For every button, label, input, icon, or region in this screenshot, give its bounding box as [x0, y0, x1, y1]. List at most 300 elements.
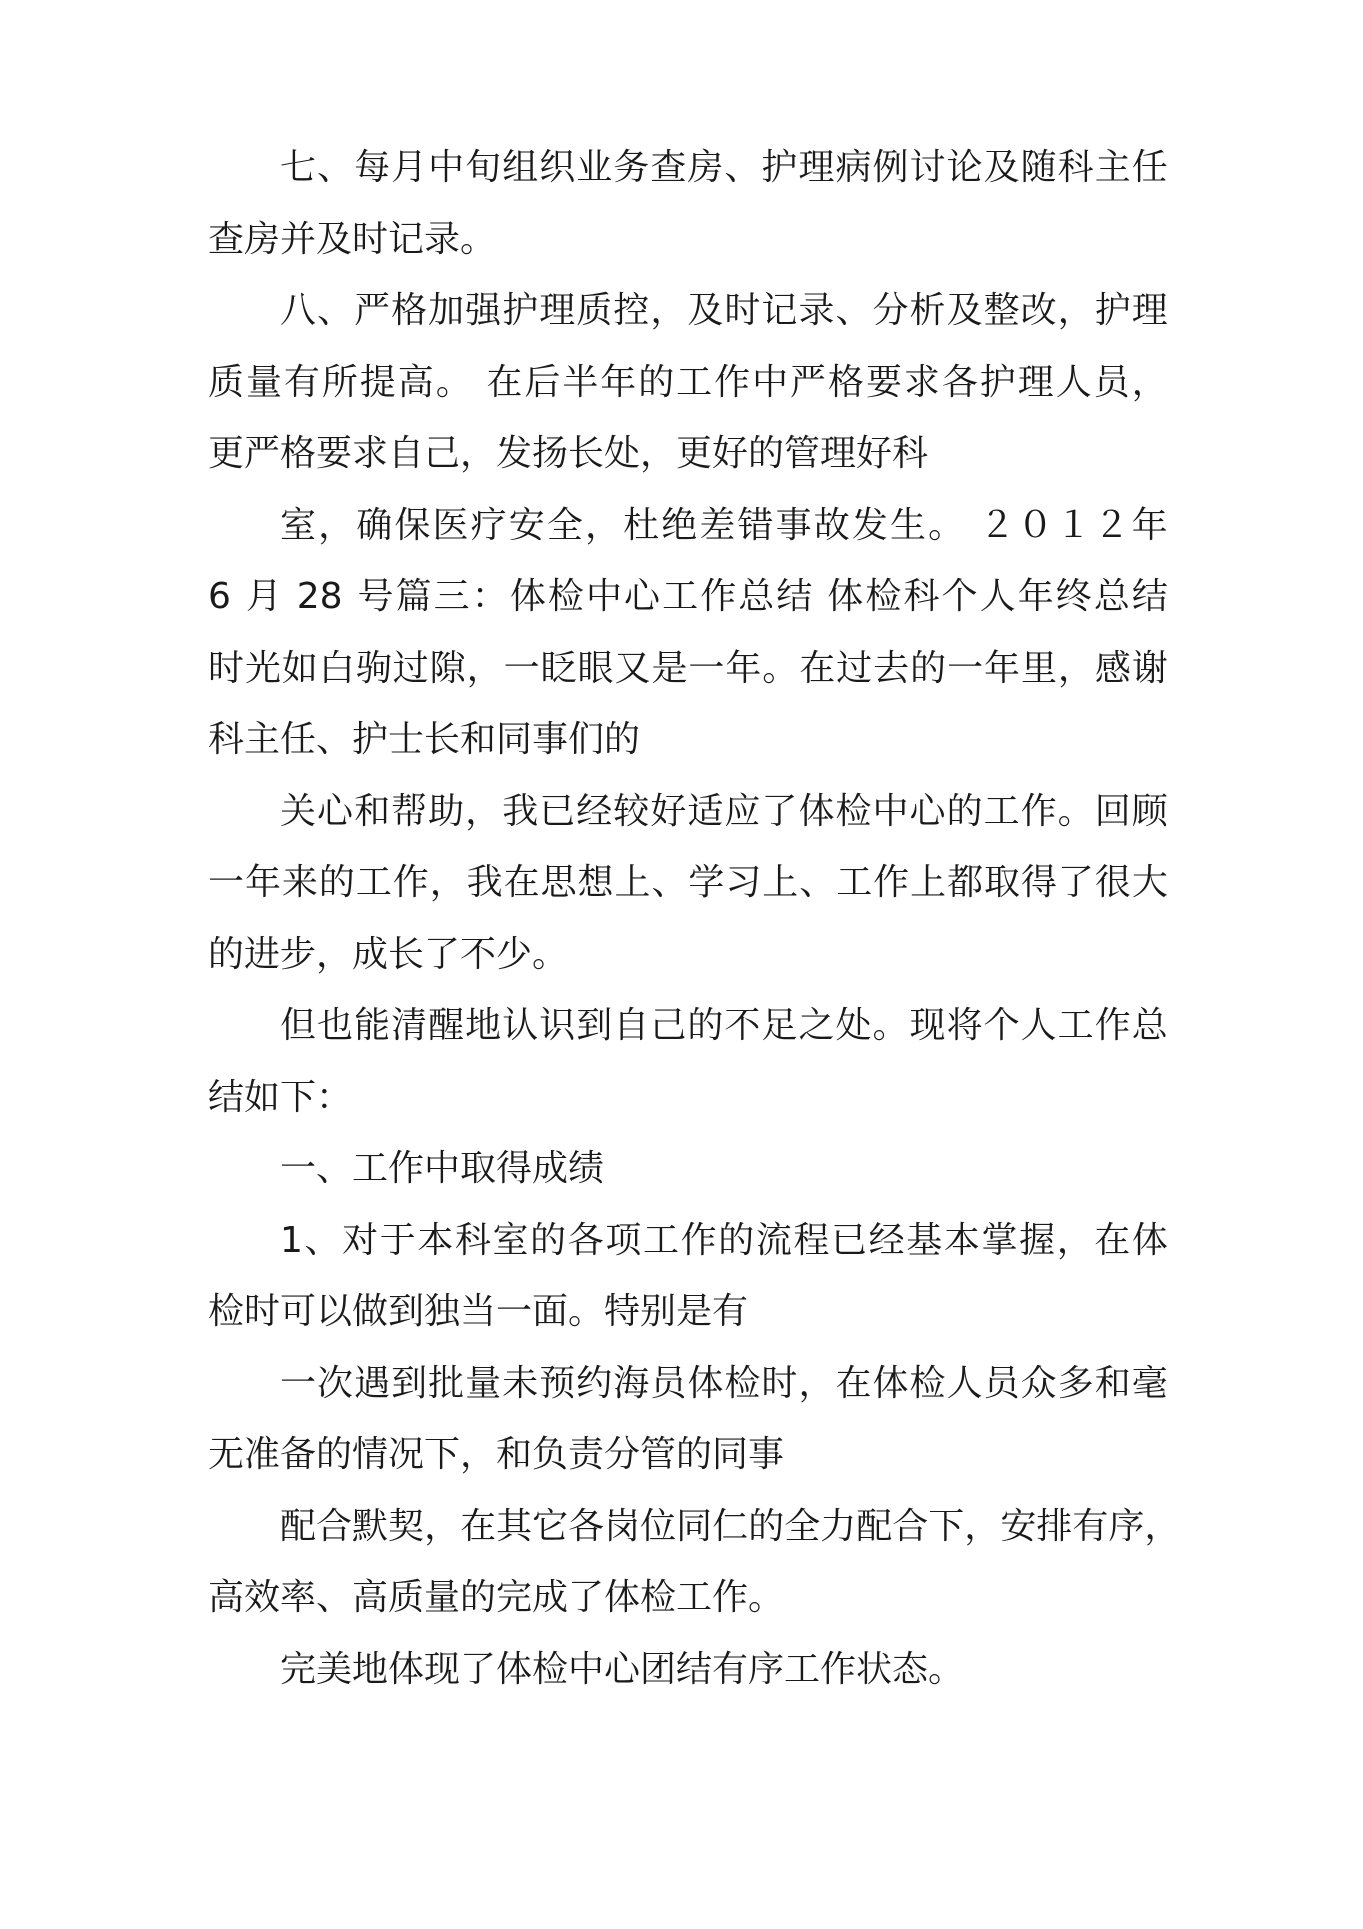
- text-glyph: 房: [687, 147, 724, 188]
- text-glyph: 量: [245, 361, 282, 403]
- text-line: [208, 633, 1168, 705]
- text-glyph: 也: [317, 1005, 354, 1046]
- text-glyph: 上: [614, 862, 651, 903]
- text-glyph: 年: [244, 862, 281, 903]
- text-glyph: 关: [280, 790, 317, 832]
- text-glyph: 足: [761, 1005, 798, 1046]
- text-glyph: 析: [909, 290, 946, 331]
- paragraph: [208, 990, 1168, 1133]
- text-glyph: 学: [688, 862, 725, 903]
- text-glyph: 改: [1020, 290, 1057, 331]
- text-space: [966, 490, 977, 562]
- text-glyph: 序: [1108, 1505, 1145, 1547]
- text-glyph: 作: [873, 862, 910, 903]
- text-glyph: 在: [799, 647, 836, 689]
- text-glyph: 后: [524, 361, 561, 403]
- text-glyph: 下: [928, 1505, 965, 1547]
- text-glyph: 到: [576, 1005, 613, 1046]
- text-glyph: 工: [836, 862, 873, 903]
- text-glyph: 大: [1131, 862, 1168, 903]
- text-glyph: ２: [1093, 504, 1130, 546]
- text-glyph: 之: [798, 1005, 835, 1046]
- text-glyph: 对: [342, 1219, 379, 1261]
- text-glyph: 月: [245, 576, 282, 617]
- text-glyph: 了: [1057, 862, 1094, 903]
- text-glyph: 的: [687, 1005, 724, 1046]
- text-glyph: 契: [388, 1505, 425, 1547]
- text-glyph: 在: [486, 361, 523, 403]
- text-glyph: 理: [539, 290, 576, 331]
- text-glyph: 经: [576, 790, 613, 832]
- text-glyph: 号: [357, 576, 394, 617]
- text-glyph: 。: [435, 361, 472, 403]
- text-glyph: 去: [873, 647, 910, 689]
- text-glyph: 随: [1020, 147, 1057, 188]
- text-glyph: 加: [428, 290, 465, 331]
- text-glyph: 我: [466, 862, 503, 903]
- text-glyph: 合: [316, 1505, 353, 1547]
- text-glyph: 半: [562, 361, 599, 403]
- text-glyph: 安: [508, 504, 545, 546]
- text-line: 结如下：: [208, 1076, 353, 1118]
- text-space: [345, 561, 356, 633]
- text-glyph: 的: [748, 1505, 785, 1547]
- text-glyph: 来: [281, 862, 318, 903]
- text-glyph: 地: [465, 1005, 502, 1046]
- text-glyph: 于: [379, 1219, 416, 1261]
- text-glyph: 全: [784, 1505, 821, 1547]
- text-glyph: ，: [1131, 361, 1168, 403]
- text-glyph: 认: [502, 1005, 539, 1046]
- document-body: [208, 132, 1181, 1705]
- text-glyph: 已: [539, 790, 576, 832]
- text-space: [814, 561, 825, 633]
- text-glyph: 隙: [429, 647, 466, 689]
- text-line: [208, 1491, 1181, 1563]
- text-glyph: 组: [502, 147, 539, 188]
- text-glyph: 、: [724, 147, 761, 188]
- text-glyph: 录: [798, 290, 835, 331]
- text-glyph: 取: [984, 862, 1021, 903]
- text-glyph: 帮: [391, 790, 428, 832]
- text-glyph: 很: [1094, 862, 1131, 903]
- text-line: [208, 275, 1168, 347]
- text-glyph: 各: [567, 1219, 604, 1261]
- paragraph: [208, 776, 1168, 991]
- text-glyph: 及: [687, 290, 724, 331]
- text-glyph: 助: [428, 790, 465, 832]
- text-glyph: 思: [540, 862, 577, 903]
- text-glyph: 在: [503, 862, 540, 903]
- text-glyph: 格: [391, 290, 428, 331]
- text-glyph: 全: [546, 504, 583, 546]
- text-glyph: 中: [428, 147, 465, 188]
- text-glyph: 经: [868, 1219, 905, 1261]
- text-glyph: 是: [651, 647, 688, 689]
- text-glyph: 室: [280, 504, 317, 546]
- text-line: 的进步，成长了不少。: [208, 933, 569, 975]
- text-glyph: 事: [775, 504, 812, 546]
- text-glyph: 。: [1057, 790, 1094, 832]
- text-glyph: 过: [392, 647, 429, 689]
- text-glyph: 了: [761, 790, 798, 832]
- text-glyph: 严: [790, 361, 827, 403]
- text-glyph: 6: [208, 576, 231, 617]
- text-line: [208, 347, 1168, 419]
- text-glyph: 理: [798, 147, 835, 188]
- text-glyph: 绝: [661, 504, 698, 546]
- text-glyph: 检: [835, 790, 872, 832]
- text-glyph: 、: [651, 862, 688, 903]
- text-glyph: 配: [856, 1505, 893, 1547]
- text-glyph: 各: [568, 1505, 605, 1547]
- text-glyph: 、: [304, 1219, 341, 1261]
- text-glyph: 现: [909, 1005, 946, 1046]
- text-glyph: 科: [1057, 147, 1094, 188]
- text-glyph: ，: [1057, 290, 1094, 331]
- text-line: 高效率、高质量的完成了体检工作。: [208, 1577, 785, 1618]
- text-glyph: 业: [576, 147, 613, 188]
- text-glyph: 体: [1131, 1219, 1168, 1261]
- text-glyph: 旬: [465, 147, 502, 188]
- text-glyph: 要: [865, 361, 902, 403]
- text-space: [233, 561, 244, 633]
- text-glyph: 醒: [428, 1005, 465, 1046]
- text-glyph: 过: [836, 647, 873, 689]
- text-glyph: 岗: [604, 1505, 641, 1547]
- text-glyph: 篇: [395, 576, 432, 617]
- text-glyph: 病: [835, 147, 872, 188]
- text-glyph: 在: [1094, 1219, 1131, 1261]
- text-glyph: 已: [831, 1219, 868, 1261]
- text-glyph: 位: [640, 1505, 677, 1547]
- text-glyph: 护: [502, 290, 539, 331]
- text-glyph: 自: [613, 1005, 650, 1046]
- text-glyph: 年: [600, 361, 637, 403]
- text-glyph: 人: [946, 1362, 983, 1404]
- text-line: [208, 132, 1168, 204]
- text-glyph: 室: [492, 1219, 529, 1261]
- text-glyph: 强: [465, 290, 502, 331]
- text-glyph: 都: [947, 862, 984, 903]
- text-glyph: 其: [496, 1505, 533, 1547]
- text-glyph: 好: [650, 790, 687, 832]
- text-glyph: 本: [943, 1219, 980, 1261]
- text-glyph: 工: [1057, 1005, 1094, 1046]
- text-glyph: 得: [1020, 862, 1057, 903]
- text-glyph: 的: [946, 790, 983, 832]
- text-glyph: 未: [502, 1362, 539, 1404]
- text-line: 一、工作中取得成绩: [280, 1148, 605, 1189]
- text-glyph: 28: [296, 576, 343, 617]
- text-glyph: 、: [317, 290, 354, 331]
- text-glyph: 流: [755, 1219, 792, 1261]
- text-glyph: 海: [613, 1362, 650, 1404]
- text-glyph: 不: [724, 1005, 761, 1046]
- paragraph: [208, 132, 1168, 275]
- text-glyph: 上: [910, 862, 947, 903]
- text-glyph: 中: [872, 790, 909, 832]
- text-glyph: 所: [321, 361, 358, 403]
- text-glyph: 结: [776, 576, 813, 617]
- text-line: 查房并及时记录。: [208, 218, 497, 260]
- text-line: 科主任、护士长和同事们的: [208, 719, 641, 760]
- text-glyph: 遇: [354, 1362, 391, 1404]
- text-glyph: 年: [1017, 576, 1054, 617]
- text-glyph: 发: [851, 504, 888, 546]
- text-glyph: 应: [724, 790, 761, 832]
- text-glyph: 项: [605, 1219, 642, 1261]
- text-glyph: 务: [613, 147, 650, 188]
- text-glyph: 心: [624, 576, 661, 617]
- text-glyph: 一: [947, 647, 984, 689]
- text-line: [208, 561, 1168, 633]
- text-glyph: 体: [687, 1362, 724, 1404]
- text-glyph: 总: [1131, 1005, 1168, 1046]
- text-glyph: 又: [614, 647, 651, 689]
- text-glyph: 体: [798, 790, 835, 832]
- text-glyph: 作: [714, 361, 751, 403]
- text-glyph: 时: [208, 647, 245, 689]
- text-glyph: 作: [1094, 1005, 1131, 1046]
- text-glyph: 员: [983, 1362, 1020, 1404]
- text-glyph: １: [1055, 504, 1092, 546]
- text-glyph: 年: [725, 647, 762, 689]
- text-glyph: 握: [1019, 1219, 1056, 1261]
- text-glyph: 讨: [909, 147, 946, 188]
- text-glyph: 毫: [1131, 1362, 1168, 1404]
- text-glyph: 上: [762, 862, 799, 903]
- text-glyph: 同: [676, 1505, 713, 1547]
- text-glyph: 员: [1093, 361, 1130, 403]
- text-glyph: 理: [1017, 361, 1054, 403]
- paragraph: [208, 1205, 1168, 1348]
- text-glyph: 的: [638, 361, 675, 403]
- text-glyph: 一: [208, 862, 245, 903]
- text-glyph: 质: [208, 361, 245, 403]
- text-glyph: 时: [761, 1362, 798, 1404]
- text-glyph: 谢: [1131, 647, 1168, 689]
- text-glyph: 终: [1055, 576, 1092, 617]
- text-glyph: 及: [946, 290, 983, 331]
- text-glyph: 总: [738, 576, 775, 617]
- text-glyph: 个: [983, 1005, 1020, 1046]
- text-glyph: 、: [317, 147, 354, 188]
- text-glyph: 主: [1094, 147, 1131, 188]
- text-glyph: 但: [280, 1005, 317, 1046]
- text-line: [208, 776, 1168, 848]
- text-glyph: 体: [872, 1362, 909, 1404]
- text-glyph: 的: [530, 1219, 567, 1261]
- text-glyph: ，: [650, 290, 687, 331]
- paragraph: [208, 1491, 1181, 1634]
- paragraph: [208, 1634, 1168, 1706]
- text-glyph: 配: [280, 1505, 317, 1547]
- text-glyph: 中: [585, 576, 622, 617]
- text-glyph: 医: [432, 504, 469, 546]
- text-glyph: 在: [835, 1362, 872, 1404]
- text-glyph: 七: [280, 147, 317, 188]
- text-glyph: 能: [354, 1005, 391, 1046]
- text-glyph: 己: [650, 1005, 687, 1046]
- text-glyph: 控: [613, 290, 650, 331]
- text-line: [208, 1205, 1168, 1277]
- text-glyph: 心: [317, 790, 354, 832]
- text-glyph: 安: [1000, 1505, 1037, 1547]
- text-glyph: 工: [676, 361, 713, 403]
- text-glyph: 排: [1036, 1505, 1073, 1547]
- text-glyph: ，: [318, 504, 355, 546]
- text-glyph: 员: [650, 1362, 687, 1404]
- text-glyph: 。: [762, 647, 799, 689]
- text-glyph: 一: [688, 647, 725, 689]
- text-glyph: 顾: [1131, 790, 1168, 832]
- text-glyph: 清: [391, 1005, 428, 1046]
- text-glyph: 人: [1055, 361, 1092, 403]
- text-glyph: 多: [1057, 1362, 1094, 1404]
- text-glyph: 在: [460, 1505, 497, 1547]
- text-line: [208, 847, 1168, 919]
- text-glyph: ，: [798, 1362, 835, 1404]
- text-glyph: 护: [979, 361, 1016, 403]
- text-glyph: 作: [700, 576, 737, 617]
- text-glyph: 习: [725, 862, 762, 903]
- text-glyph: ，: [429, 862, 466, 903]
- text-glyph: 掌: [981, 1219, 1018, 1261]
- text-line: 无准备的情况下，和负责分管的同事: [208, 1434, 785, 1475]
- paragraph: [208, 1348, 1168, 1491]
- text-glyph: 每: [354, 147, 391, 188]
- text-line: [208, 1348, 1168, 1420]
- text-glyph: 量: [465, 1362, 502, 1404]
- text-glyph: 体: [827, 576, 864, 617]
- text-glyph: 提: [359, 361, 396, 403]
- text-glyph: 作: [392, 862, 429, 903]
- text-glyph: 人: [979, 576, 1016, 617]
- text-glyph: 体: [509, 576, 546, 617]
- text-glyph: 1: [280, 1219, 303, 1261]
- text-glyph: 高: [397, 361, 434, 403]
- text-glyph: 。: [928, 504, 965, 546]
- text-glyph: 生: [890, 504, 927, 546]
- paragraph: [208, 490, 1168, 776]
- text-glyph: 及: [983, 147, 1020, 188]
- text-glyph: 的: [910, 647, 947, 689]
- text-glyph: 检: [865, 576, 902, 617]
- text-glyph: 作: [1020, 790, 1057, 832]
- text-glyph: 次: [317, 1362, 354, 1404]
- text-glyph: 基: [906, 1219, 943, 1261]
- text-glyph: 想: [577, 862, 614, 903]
- text-glyph: 故: [813, 504, 850, 546]
- text-glyph: ，: [466, 647, 503, 689]
- text-glyph: 八: [280, 290, 317, 331]
- text-space: [474, 347, 485, 419]
- text-glyph: 严: [354, 290, 391, 331]
- text-glyph: 我: [502, 790, 539, 832]
- text-glyph: 到: [391, 1362, 428, 1404]
- text-glyph: 总: [1093, 576, 1130, 617]
- text-glyph: 众: [1020, 1362, 1057, 1404]
- text-glyph: ，: [1057, 647, 1094, 689]
- text-glyph: 它: [532, 1505, 569, 1547]
- text-glyph: 整: [983, 290, 1020, 331]
- text-glyph: 查: [650, 147, 687, 188]
- text-glyph: 工: [355, 862, 392, 903]
- text-line: 更严格要求自己，发扬长处，更好的管理好科: [208, 433, 929, 474]
- text-glyph: 月: [391, 147, 428, 188]
- text-glyph: 杜: [623, 504, 660, 546]
- text-glyph: 工: [983, 790, 1020, 832]
- text-glyph: 程: [793, 1219, 830, 1261]
- text-glyph: ２: [979, 504, 1016, 546]
- text-glyph: 护: [761, 147, 798, 188]
- text-glyph: 个: [941, 576, 978, 617]
- text-glyph: 科: [454, 1219, 491, 1261]
- text-line: [208, 990, 1168, 1062]
- text-glyph: ，: [964, 1505, 1001, 1547]
- text-glyph: 光: [244, 647, 281, 689]
- text-glyph: 将: [946, 1005, 983, 1046]
- text-glyph: 检: [724, 1362, 761, 1404]
- text-glyph: 差: [699, 504, 736, 546]
- text-glyph: 论: [946, 147, 983, 188]
- text-glyph: 科: [903, 576, 940, 617]
- text-glyph: 三: [433, 576, 470, 617]
- text-glyph: 较: [613, 790, 650, 832]
- text-space: [284, 561, 295, 633]
- text-glyph: 批: [428, 1362, 465, 1404]
- text-glyph: 年: [1131, 504, 1168, 546]
- text-glyph: ，: [424, 1505, 461, 1547]
- text-glyph: 记: [761, 290, 798, 331]
- text-glyph: 任: [1131, 147, 1168, 188]
- text-glyph: 工: [642, 1219, 679, 1261]
- text-glyph: 保: [394, 504, 431, 546]
- text-glyph: 眨: [540, 647, 577, 689]
- text-glyph: 作: [680, 1219, 717, 1261]
- text-glyph: 仁: [712, 1505, 749, 1547]
- text-glyph: 约: [576, 1362, 613, 1404]
- text-glyph: 例: [872, 147, 909, 188]
- text-glyph: 求: [903, 361, 940, 403]
- text-glyph: 眼: [577, 647, 614, 689]
- text-glyph: 、: [799, 862, 836, 903]
- text-glyph: 。: [872, 1005, 909, 1046]
- text-glyph: 检: [547, 576, 584, 617]
- text-glyph: 织: [539, 147, 576, 188]
- text-glyph: 时: [724, 290, 761, 331]
- text-glyph: 年: [984, 647, 1021, 689]
- text-glyph: 感: [1094, 647, 1131, 689]
- text-glyph: 护: [1094, 290, 1131, 331]
- text-glyph: ，: [1056, 1219, 1093, 1261]
- text-glyph: 质: [576, 290, 613, 331]
- text-glyph: 有: [1072, 1505, 1109, 1547]
- text-glyph: 工: [662, 576, 699, 617]
- text-line: 完美地体现了体检中心团结有序工作状态。: [280, 1648, 965, 1690]
- text-glyph: 如: [281, 647, 318, 689]
- text-glyph: ：: [471, 576, 508, 617]
- section-heading: [208, 1133, 1168, 1205]
- text-glyph: 、: [835, 290, 872, 331]
- text-glyph: ，: [585, 504, 622, 546]
- text-glyph: 错: [737, 504, 774, 546]
- text-glyph: ，: [1144, 1505, 1181, 1547]
- text-glyph: 和: [1094, 1362, 1131, 1404]
- text-glyph: 驹: [355, 647, 392, 689]
- text-glyph: 适: [687, 790, 724, 832]
